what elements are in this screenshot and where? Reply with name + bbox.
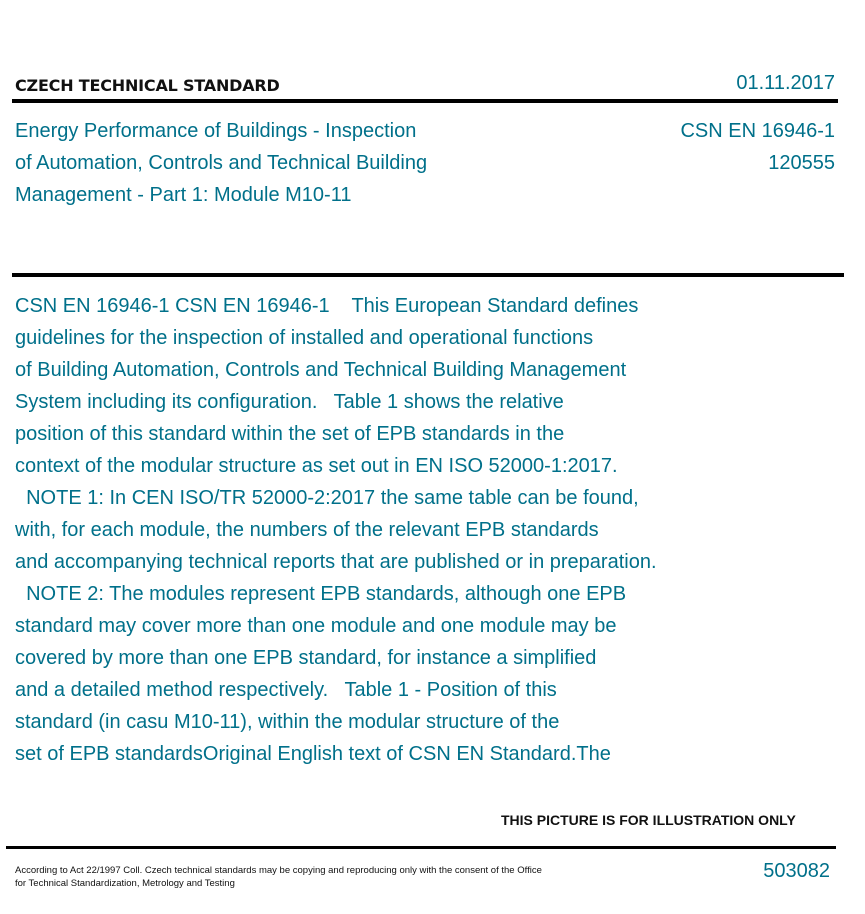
standard-type-label: CZECH TECHNICAL STANDARD [15,76,280,95]
body-line: covered by more than one EPB standard, for instance a simplified [15,647,597,669]
copyright-notice [15,864,615,890]
header-divider [12,99,838,103]
title-line: Energy Performance of Buildings - Inspection [15,120,417,142]
body-line: System including its configuration. Table 1 shows the relative [15,391,564,413]
body-line: position of this standard within the set of EPB standards in the [15,423,565,445]
body-line: CSN EN 16946-1 CSN EN 16946-1 This European Standard defines [15,295,639,317]
body-line: standard (in casu M10-11), within the modular structure of the [15,711,560,733]
publication-date: 01.11.2017 [736,72,835,94]
illustration-disclaimer: THIS PICTURE IS FOR ILLUSTRATION ONLY [501,812,796,828]
document-body [15,290,735,770]
copyright-line: for Technical Standardization, Metrology and Testing [15,878,235,889]
body-line: NOTE 1: In CEN ISO/TR 52000-2:2017 the same table can be found, [15,487,639,509]
standard-number: CSN EN 16946-1 [680,120,835,142]
document-title [15,115,535,211]
body-line: of Building Automation, Controls and Technical Building Management [15,359,627,381]
body-line: with, for each module, the numbers of the relevant EPB standards [15,519,599,541]
body-line: and a detailed method respectively. Table 1 - Position of this [15,679,557,701]
title-line: Management - Part 1: Module M10-11 [15,184,352,206]
title-line: of Automation, Controls and Technical Building [15,152,428,174]
title-divider [12,273,844,277]
body-line: and accompanying technical reports that are published or in preparation. [15,551,657,573]
body-line: NOTE 2: The modules represent EPB standards, although one EPB [15,583,627,605]
body-line: context of the modular structure as set out in EN ISO 52000-1:2017. [15,455,618,477]
body-line: guidelines for the inspection of installed and operational functions [15,327,594,349]
product-code: 503082 [763,860,830,882]
standard-class-number: 120555 [768,152,835,174]
body-line: standard may cover more than one module and one module may be [15,615,617,637]
copyright-line: According to Act 22/1997 Coll. Czech technical standards may be copying and reproducing only with the consent of the Office [15,865,542,876]
footer-divider [6,846,836,849]
standard-identifiers [680,115,835,179]
body-line: set of EPB standardsOriginal English text of CSN EN Standard.The [15,743,611,765]
